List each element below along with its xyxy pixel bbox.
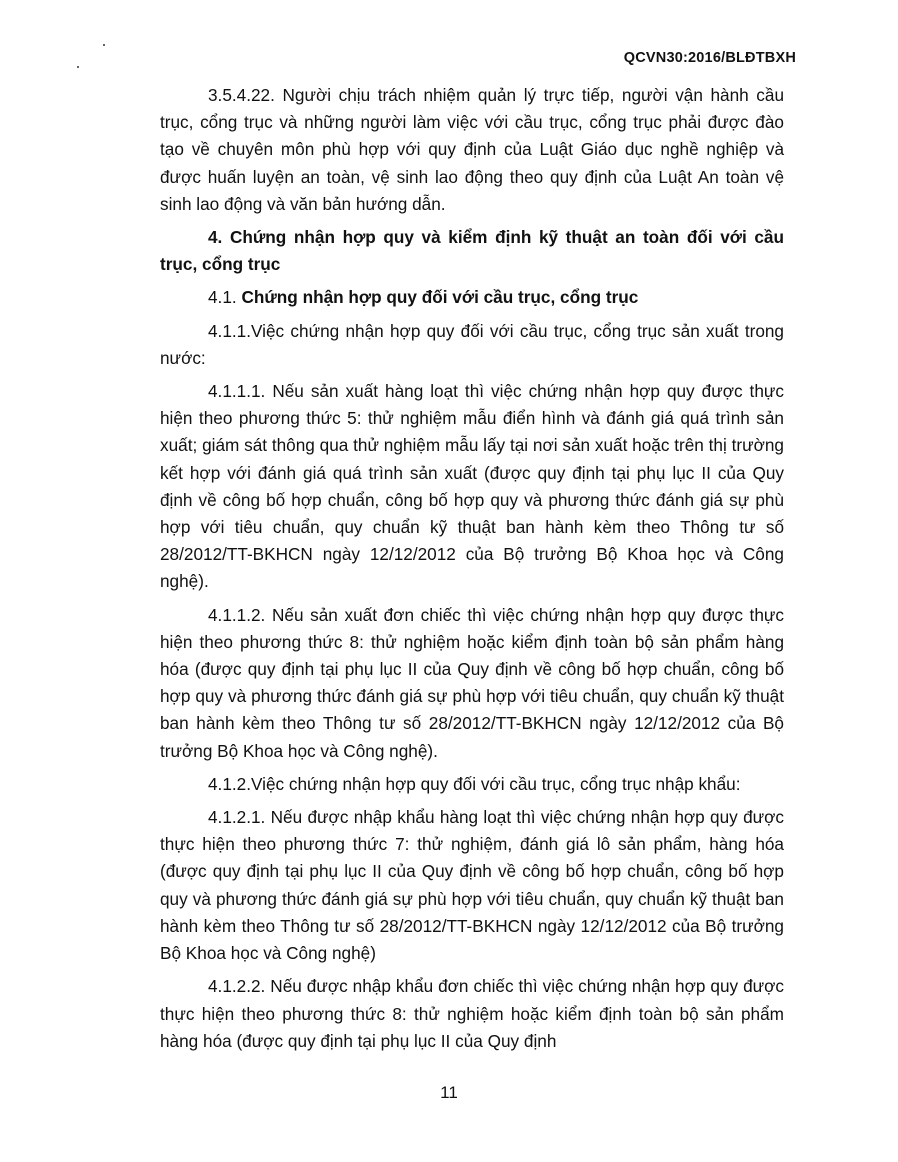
document-code-header: QCVN30:2016/BLĐTBXH xyxy=(623,50,796,66)
section-4-1-number: 4.1. xyxy=(208,287,237,308)
paragraph-4-1-2-2: 4.1.2.2. Nếu được nhập khẩu đơn chiếc thì việc chứng nhận hợp quy được thực hiện theo phương thức 8: thử nghiệm hoặc kiểm định toàn bộ sản phẩm hàng hóa (được quy định tại phụ lục II của Quy định xyxy=(160,976,784,1051)
paragraph-4-1-2: 4.1.2.Việc chứng nhận hợp quy đối với cầu trục, cổng trục nhập khẩu: xyxy=(208,773,741,794)
scan-speck xyxy=(103,44,105,46)
page-number: 11 xyxy=(440,1083,458,1102)
section-4-heading: 4. Chứng nhận hợp quy và kiểm định kỹ thuật an toàn đối với cầu trục, cổng trục xyxy=(160,227,784,275)
paragraph-4-1-1: 4.1.1.Việc chứng nhận hợp quy đối với cầu trục, cổng trục sản xuất trong nước: xyxy=(160,320,784,368)
paragraph-3-5-4-22: 3.5.4.22. Người chịu trách nhiệm quản lý trực tiếp, người vận hành cầu trục, cổng trục và những người làm việc với cầu trục, cổng trục phải được đào tạo về chuyên môn phù hợp với quy định của Luật Giáo dục nghề nghiệp và được huấn luyện an toàn, vệ sinh lao động theo quy định của Luật An toàn vệ sinh lao động và văn bản hướng dẫn. xyxy=(160,85,784,214)
paragraph-4-1-2-1: 4.1.2.1. Nếu được nhập khẩu hàng loạt thì việc chứng nhận hợp quy được thực hiện theo phương thức 7: thử nghiệm, đánh giá lô sản phẩm, hàng hóa (được quy định tại phụ lục II của Quy định về công bố hợp chuẩn, công bố hợp quy và phương thức đánh giá sự phù hợp với tiêu chuẩn, quy chuẩn kỹ thuật ban hành kèm theo Thông tư số 28/2012/TT-BKHCN ngày 12/12/2012 của Bộ trưởng Bộ Khoa học và Công nghệ) xyxy=(160,807,784,964)
paragraph-4-1-1-2: 4.1.1.2. Nếu sản xuất đơn chiếc thì việc chứng nhận hợp quy được thực hiện theo phương thức 8: thử nghiệm hoặc kiểm định toàn bộ sản phẩm hàng hóa (được quy định tại phụ lục II của Quy định về công bố hợp chuẩn, công bố hợp quy và phương thức đánh giá sự phù hợp với tiêu chuẩn, quy chuẩn kỹ thuật ban hành kèm theo Thông tư số 28/2012/TT-BKHCN ngày 12/12/2012 của Bộ trưởng Bộ Khoa học và Công nghệ). xyxy=(160,604,784,761)
scan-speck xyxy=(77,66,79,68)
paragraph-4-1-1-1: 4.1.1.1. Nếu sản xuất hàng loạt thì việc chứng nhận hợp quy được thực hiện theo phương thức 5: thử nghiệm mẫu điển hình và đánh giá quá trình sản xuất; giám sát thông qua thử nghiệm mẫu lấy tại nơi sản xuất hoặc trên thị trường kết hợp với đánh giá quá trình sản xuất (được quy định tại phụ lục II của Quy định về công bố hợp chuẩn, công bố hợp quy và phương thức đánh giá sự phù hợp với tiêu chuẩn, quy chuẩn kỹ thuật ban hành kèm theo Thông tư số 28/2012/TT-BKHCN ngày 12/12/2012 của Bộ trưởng Bộ Khoa học và Công nghệ). xyxy=(160,381,784,592)
document-body xyxy=(160,82,784,1061)
section-4-1-heading xyxy=(160,284,784,311)
section-4-1-title: Chứng nhận hợp quy đối với cầu trục, cổng trục xyxy=(241,287,639,308)
